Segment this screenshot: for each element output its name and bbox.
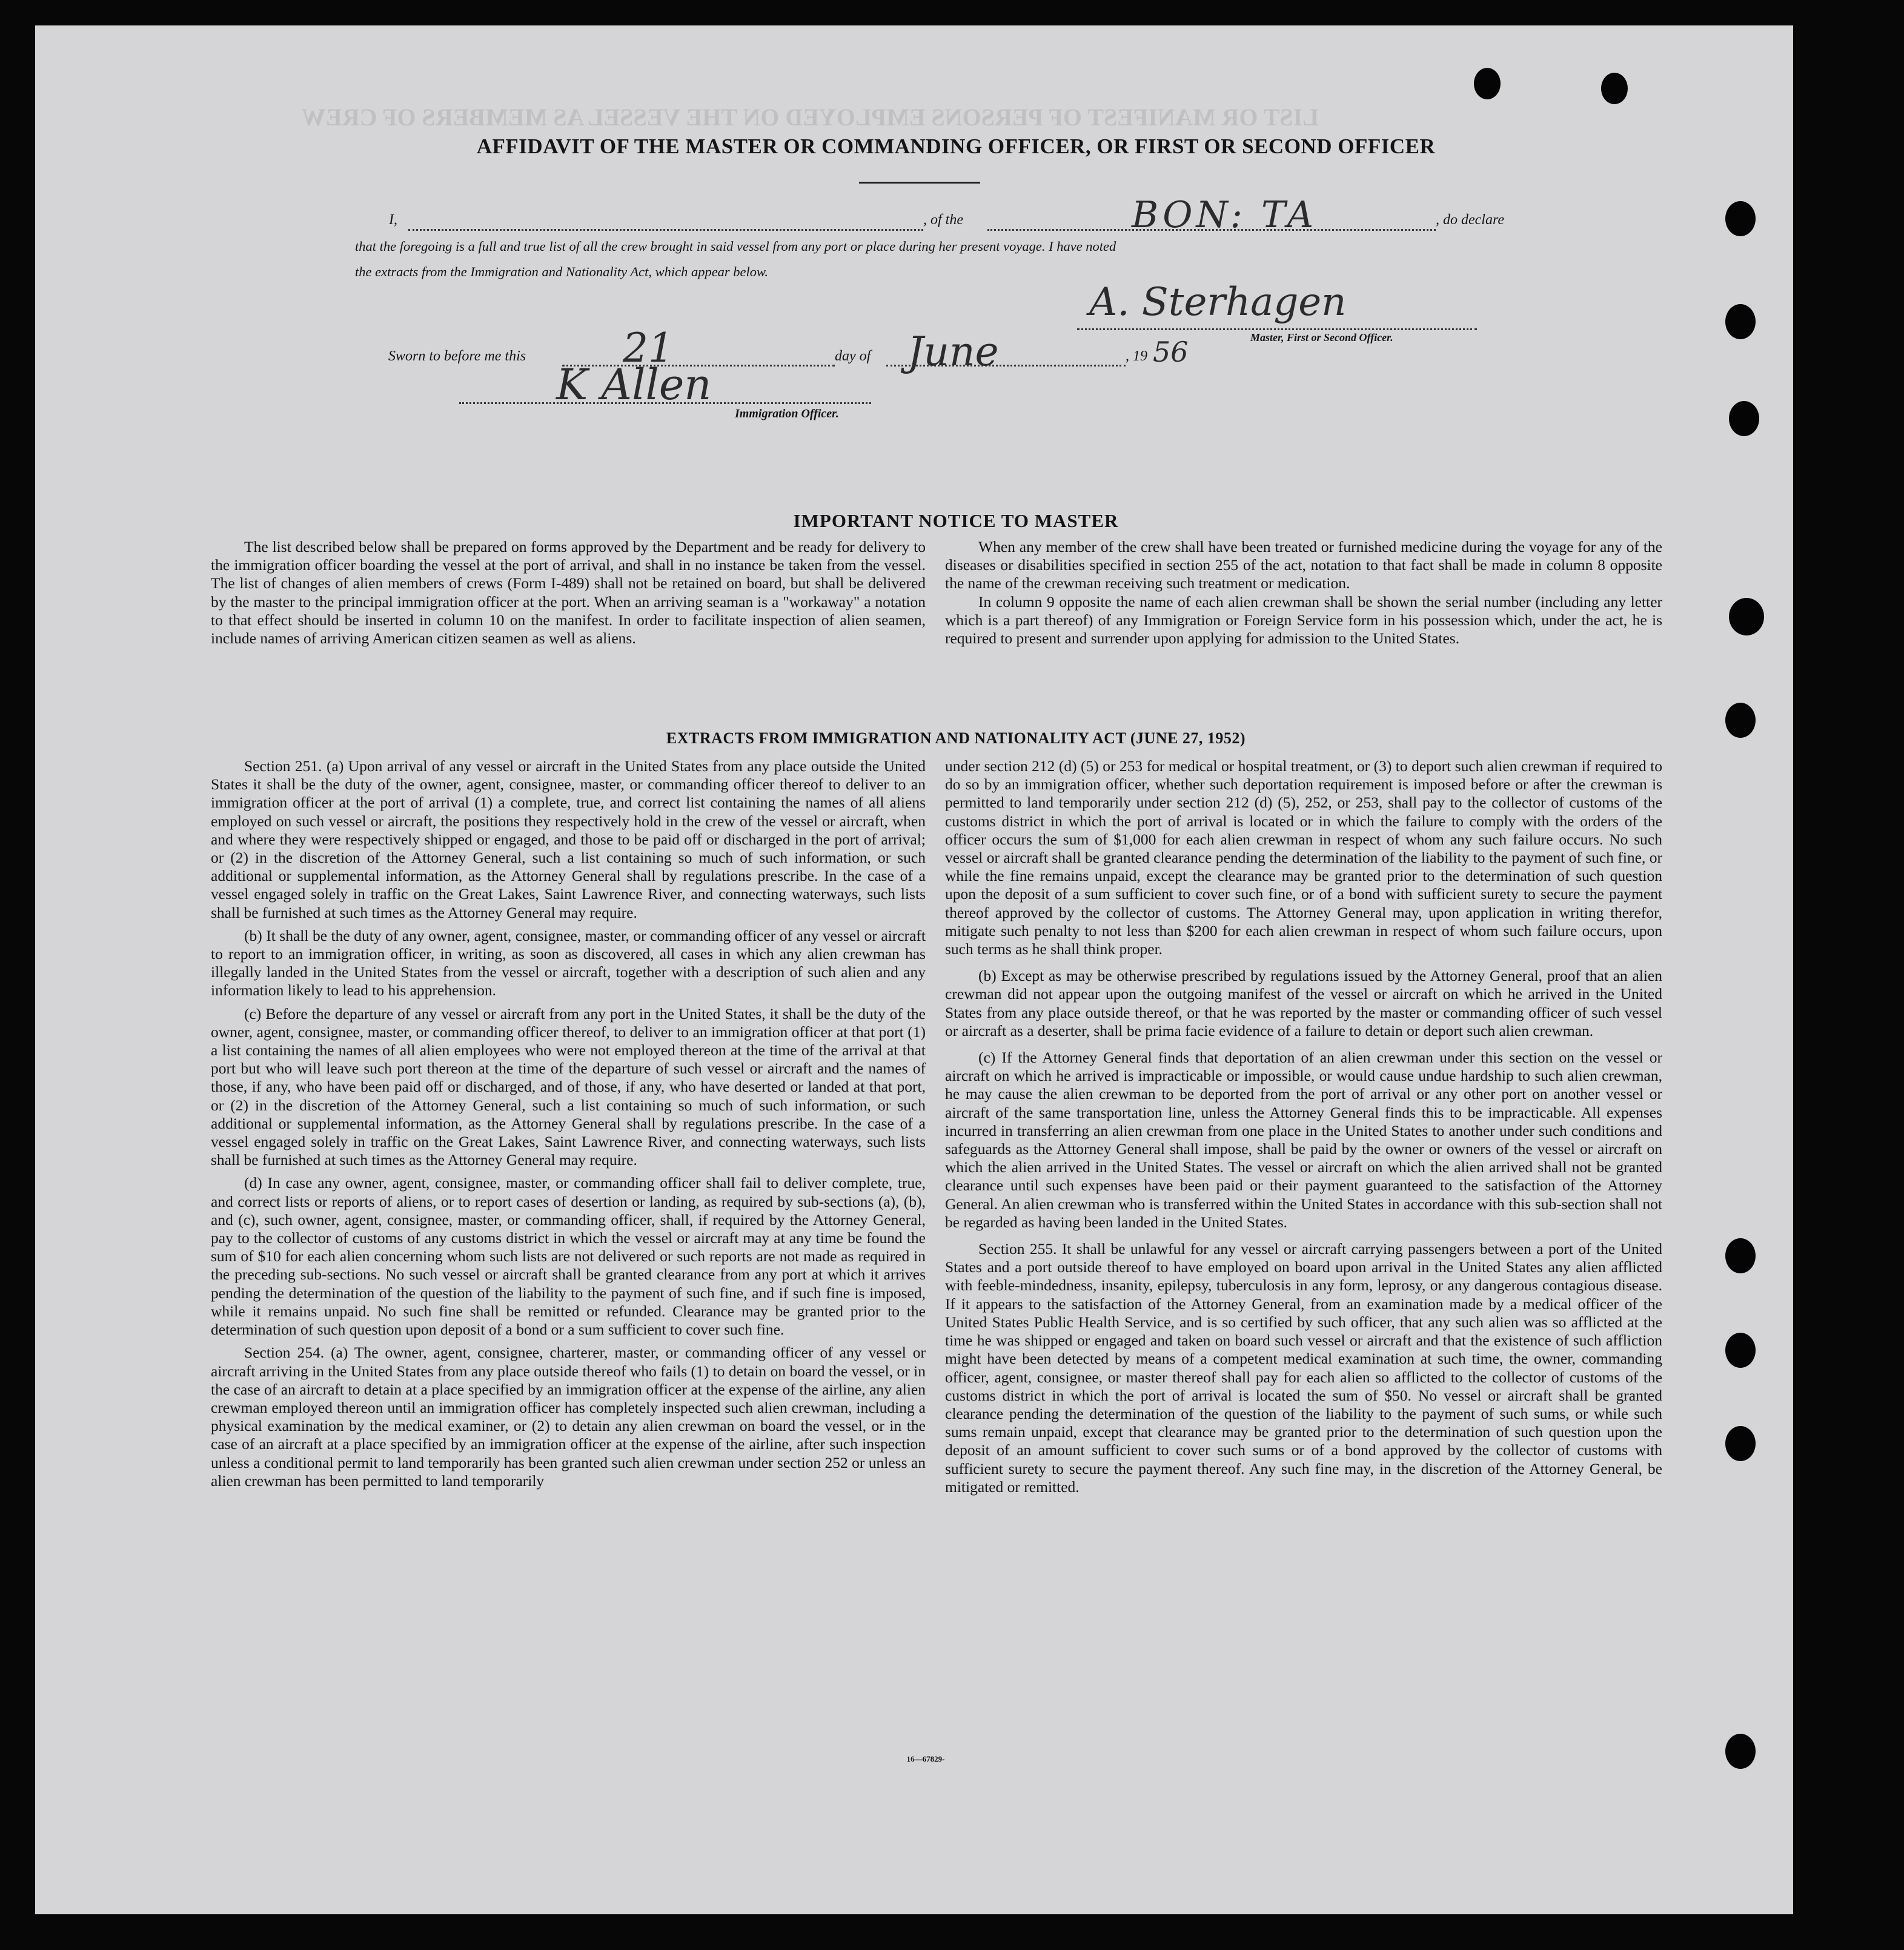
declaration-line-2: that the foregoing is a full and true list of all the crew brought in said vessel from any port or place during her present voyage. I have noted [355, 239, 1116, 254]
punch-hole [1725, 304, 1756, 339]
affidavit-title: AFFIDAVIT OF THE MASTER OR COMMANDING OFFICER, OR FIRST OR SECOND OFFICER [476, 134, 1436, 158]
do-declare-label: , do declare [1436, 212, 1505, 228]
extracts-right-column [945, 757, 1662, 1501]
declaration-line-3: the extracts from the Immigration and Nationality Act, which appear below. [355, 264, 769, 279]
officer-signature-label: Immigration Officer. [735, 407, 839, 420]
punch-hole [1601, 73, 1628, 104]
section-paragraph: (c) If the Attorney General finds that deportation of an alien crewman under this section on the vessel or aircraft on which he arrived is impracticable or impossible, or would cause undue hardship to such alien crewman, he may cause the alien crewman to be deported from the port of arrival or any other port on another vessel or aircraft of the same transportation line, unless the Attorney General finds this to be impracticable. All expenses incurred in transferring an alien crewman from one place in the United States to another under such conditions and safeguards as the Attorney General shall impose, shall be paid by the owner or owners of the vessel or aircraft on which the alien arrived in the United States. The vessel or aircraft on which the alien arrived shall not be granted clearance until such expenses have been paid or their payment guaranteed to the satisfaction of the Attorney General. An alien crewman who is transferred within the United States in accordance with this sub-section shall not be regarded as having been landed in the United States. [945, 1049, 1662, 1231]
day-of-label: day of [835, 348, 871, 364]
section-paragraph: Section 251. (a) Upon arrival of any vessel or aircraft in the United States from any place outside the United States it shall be the duty of the owner, agent, consignee, master, or commanding officer thereof to deliver to an immigration officer at the port of arrival (1) a complete, true, and correct list containing the names of all aliens employed on such vessel or aircraft, the positions they respectively hold in the crew of the vessel or aircraft, when and where they were respectively shipped or engaged, and those to be paid off or discharged in the port of arrival; or (2) in the discretion of the Attorney General, such a list containing so much of such information, or such additional or supplemental information, as the Attorney General shall by regulations prescribe. In the case of a vessel engaged solely in traffic on the Great Lakes, Saint Lawrence River, and connecting waterways, such lists shall be furnished at such times as the Attorney General may require. [211, 757, 926, 921]
notice-left-column [211, 538, 926, 652]
section-paragraph-continued: under section 212 (d) (5) or 253 for medical or hospital treatment, or (3) to deport such alien crewman if required to do so by an immigration officer, whether such deportation requirement is imposed before or after the crewman is permitted to land temporarily under section 212 (d) (5), 252, or 253, shall pay to the collector of customs of the customs district in which the port of arrival is located or in which the failure to comply with the orders of the officer occurs the sum of $1,000 for each alien crewman in respect of whom any such failure occurs. No such vessel or aircraft shall be granted clearance pending the determination of the liability to the payment of such fine, or while the fine remains unpaid, except the clearance may be granted prior to the determination of such question upon the deposit of a sum sufficient to cover such fine, or of a bond with sufficient surety to secure the payment thereof approved by the collector of customs. The Attorney General may, upon application in writing therefor, mitigate such penalty to not less than $200 for each alien crewman in respect of whom such failure occurs, upon such terms as he shall think proper. [945, 757, 1662, 958]
sworn-year-handwriting: 56 [1153, 336, 1189, 368]
section-paragraph: Section 255. It shall be unlawful for any vessel or aircraft carrying passengers between a port of the United States and a port outside thereof to have employed on board upon arrival in the United States any alien afflicted with feeble-mindedness, insanity, epilepsy, tuberculosis in any form, leprosy, or any dangerous contagious disease. If it appears to the satisfaction of the Attorney General, from an examination made by a medical officer of the United States Public Health Service, and is so certified by such officer, that any such alien was so afflicted at the time he was shipped or engaged and taken on board such vessel or aircraft and that the existence of such affliction might have been detected by means of a competent medical examination at such time, the owner, commanding officer, agent, consignee, or master thereof shall pay for each alien so afflicted to the collector of customs of the customs district in which the port of arrival is located the sum of $50. No vessel or aircraft shall be granted clearance pending the determination of the question of the liability to the payment of such sums, or while such sums remain unpaid, except that clearance may be granted prior to the determination of such question upon the deposit of an amount sufficient to cover such sums or of a bond approved by the collector of customs with sufficient surety to secure the payment thereof. Any such fine may, in the discretion of the Attorney General, be mitigated or remitted. [945, 1240, 1662, 1496]
i-label: I, [389, 212, 397, 228]
punch-hole [1725, 201, 1756, 236]
section-paragraph: Section 254. (a) The owner, agent, consignee, charterer, master, or commanding officer of any vessel or aircraft arriving in the United States from any place outside thereof who fails (1) to detain on board the vessel, or in the case of an aircraft to detain at a place specified by an immigration officer at the expense of the airline, any alien crewman employed thereon until an immigration officer has completely inspected such alien crewman, including a physical examination by the medical examiner, or (2) to detain any alien crewman on board the vessel, or in the case of an aircraft at a place specified by an immigration officer at the expense of the airline, after such inspection unless a conditional permit to land temporarily has been granted such alien crewman under section 252 or unless an alien crewman has been permitted to land temporarily [211, 1344, 926, 1490]
sworn-month-handwriting: June [907, 328, 999, 375]
punch-hole [1725, 1734, 1756, 1769]
notice-paragraph: When any member of the crew shall have been treated or furnished medicine during the voyage for any of the diseases or disabilities specified in section 255 of the act, notation to that fact shall be made in column 8 opposite the name of the crewman receiving such treatment or medication. [945, 538, 1662, 592]
title-divider [859, 182, 980, 184]
punch-hole [1729, 598, 1764, 635]
master-signature-line [1077, 328, 1477, 330]
print-code: 16—67829- [906, 1754, 945, 1763]
bleed-through-heading: LIST OR MANIFEST OF PERSONS EMPLOYED ON THE VESSEL AS MEMBERS OF CREW [302, 104, 1319, 131]
master-name-field [408, 229, 923, 231]
notice-title: IMPORTANT NOTICE TO MASTER [793, 510, 1119, 531]
punch-hole [1474, 68, 1501, 99]
year-prefix-label: , 19 [1126, 348, 1147, 364]
master-signature-label: Master, First or Second Officer. [1250, 331, 1393, 343]
notice-right-column [945, 538, 1662, 652]
section-paragraph: (c) Before the departure of any vessel or aircraft from any port in the United States, it shall be the duty of the owner, agent, consignee, master, or commanding officer thereof, to deliver to an immigration officer at that port (1) a list containing the names of all alien employees who were not employed thereon at the time of the arrival at that port but who will leave such port thereon at the time of the departure of such vessel or aircraft and the names of those, if any, who have been paid off or discharged, and of those, if any, who have deserted or landed at that port, or (2) in the discretion of the Attorney General, such a list containing so much of such information, or such additional or supplemental information, as the Attorney General shall by regulations prescribe. In the case of a vessel engaged solely in traffic on the Great Lakes, Saint Lawrence River, and connecting waterways, such lists shall be furnished at such times as the Attorney General may require. [211, 1004, 926, 1169]
punch-hole [1729, 401, 1759, 436]
vessel-name-handwriting: BON: TA [1132, 194, 1318, 236]
extracts-left-column [211, 757, 926, 1495]
punch-hole [1725, 1426, 1756, 1461]
section-paragraph: (d) In case any owner, agent, consignee, master, or commanding officer shall fail to deliver complete, true, and correct lists or reports of aliens, or to report cases of desertion or landing, as required by sub-sections (a), (b), and (c), such owner, agent, consignee, master, or commanding officer, shall, if required by the Attorney General, pay to the collector of customs of any customs district in which the vessel or aircraft may at any time be found the sum of $10 for each alien concerning whom such lists are not delivered or such reports are not made as required in the preceding sub-sections. No such vessel or aircraft shall be granted clearance from any port at which it arrives pending the determination of the question of the liability to the payment of such fine, and if such fine is imposed, while it remains unpaid. No such fine shall be remitted or refunded. Clearance may be granted prior to the determination of such question upon deposit of a bond or a sum sufficient to cover such fine. [211, 1174, 926, 1339]
extracts-title: EXTRACTS FROM IMMIGRATION AND NATIONALITY ACT (JUNE 27, 1952) [666, 729, 1246, 747]
punch-hole [1725, 1333, 1756, 1368]
document-page [35, 25, 1793, 1914]
master-signature: A. Sterhagen [1089, 280, 1347, 325]
sworn-day-handwriting: 21 [623, 325, 674, 371]
notice-paragraph: In column 9 opposite the name of each alien crewman shall be shown the serial number (including any letter which is a part thereof) of any Immigration or Foreign Service form in his possession which, under the act, he is required to present and surrender upon applying for admission to the United States. [945, 592, 1662, 648]
section-paragraph: (b) Except as may be otherwise prescribed by regulations issued by the Attorney General, proof that an alien crewman did not appear upon the outgoing manifest of the vessel or aircraft on which he arrived in the United States from any place outside thereof, or that he was reported by the master or commanding officer of such vessel or aircraft as a deserter, shall be prima facie evidence of a failure to detain or deport such alien crewman. [945, 967, 1662, 1040]
of-the-label: , of the [923, 212, 963, 228]
punch-hole [1725, 703, 1756, 738]
officer-signature: K Allen [556, 360, 712, 410]
section-paragraph: (b) It shall be the duty of any owner, agent, consignee, master, or commanding officer of any vessel or aircraft to report to an immigration officer, in writing, as soon as discovered, all cases in which any alien crewman has illegally landed in the United States from the vessel or aircraft, together with a description of such alien and any information likely to lead to his apprehension. [211, 926, 926, 1000]
notice-paragraph: The list described below shall be prepared on forms approved by the Department and be ready for delivery to the immigration officer boarding the vessel at the port of arrival, and shall in no instance be taken from the vessel. The list of changes of alien members of crews (Form I-489) shall not be retained on board, but shall be delivered by the master to the principal immigration officer at the port. When an arriving seaman is a "workaway" a notation to that effect should be inserted in column 10 on the manifest. In order to facilitate inspection of alien seamen, include names of arriving American citizen seamen as well as aliens. [211, 538, 926, 648]
punch-hole [1725, 1238, 1756, 1273]
sworn-label: Sworn to before me this [388, 348, 526, 364]
